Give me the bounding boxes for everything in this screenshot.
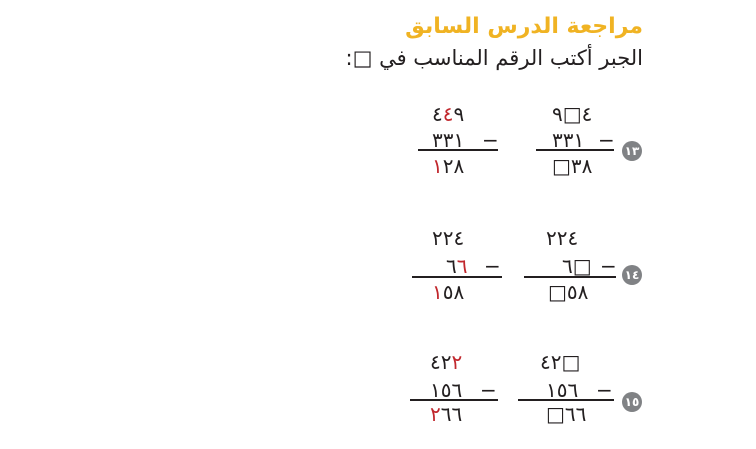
digit: ٤٢	[430, 350, 452, 374]
answer-subtrahend	[446, 256, 468, 276]
question-minuend: ٤□٩	[552, 102, 593, 126]
section-title: مراجعة الدرس السابق	[405, 14, 643, 39]
instruction-text: الجبر أكتب الرقم المناسب في □:	[345, 46, 643, 70]
filled-digit: ٤	[442, 102, 454, 126]
answer-minuend	[430, 352, 462, 372]
digit: ٩	[453, 102, 465, 126]
minus-sign: −	[596, 378, 613, 402]
answer-line	[412, 276, 502, 278]
answer-line	[518, 399, 614, 401]
answer-subtrahend: ١٥٦	[430, 378, 463, 402]
question-subtrahend: ١٥٦	[546, 378, 579, 402]
digit: ٦	[446, 254, 457, 278]
question-difference: □٥٨	[548, 280, 589, 304]
filled-digit: ١	[432, 154, 443, 178]
digit: ٢٨	[442, 154, 465, 178]
filled-digit: ٦	[456, 254, 468, 278]
problem-number-badge: ١٤	[622, 265, 642, 285]
answer-difference	[430, 404, 462, 424]
answer-difference	[432, 282, 464, 302]
minus-sign: −	[484, 254, 501, 278]
question-subtrahend: ٦□	[562, 254, 592, 278]
question-difference: □٣٨	[552, 154, 593, 178]
problem-number-badge: ١٣	[622, 141, 642, 161]
problem-number-badge: ١٥	[622, 392, 642, 412]
filled-digit: ٢	[430, 402, 441, 426]
digit: ٤	[432, 102, 443, 126]
question-minuend: ٤٢□	[540, 350, 581, 374]
answer-line	[410, 399, 498, 401]
minus-sign: −	[480, 378, 497, 402]
answer-difference	[432, 156, 464, 176]
digit: ٦٦	[440, 402, 463, 426]
answer-line	[536, 149, 614, 151]
minus-sign: −	[482, 128, 499, 152]
answer-line	[524, 276, 616, 278]
filled-digit: ١	[432, 280, 443, 304]
question-difference: □٦٦	[546, 402, 587, 426]
answer-line	[418, 149, 498, 151]
filled-digit: ٢	[451, 350, 463, 374]
minus-sign: −	[598, 128, 615, 152]
answer-minuend: ٢٢٤	[432, 226, 465, 250]
question-subtrahend: ٣٣١	[552, 128, 585, 152]
minus-sign: −	[600, 254, 617, 278]
answer-subtrahend: ٣٣١	[432, 128, 465, 152]
question-minuend: ٢٢٤	[546, 226, 579, 250]
digit: ٥٨	[442, 280, 465, 304]
answer-minuend	[432, 104, 464, 124]
